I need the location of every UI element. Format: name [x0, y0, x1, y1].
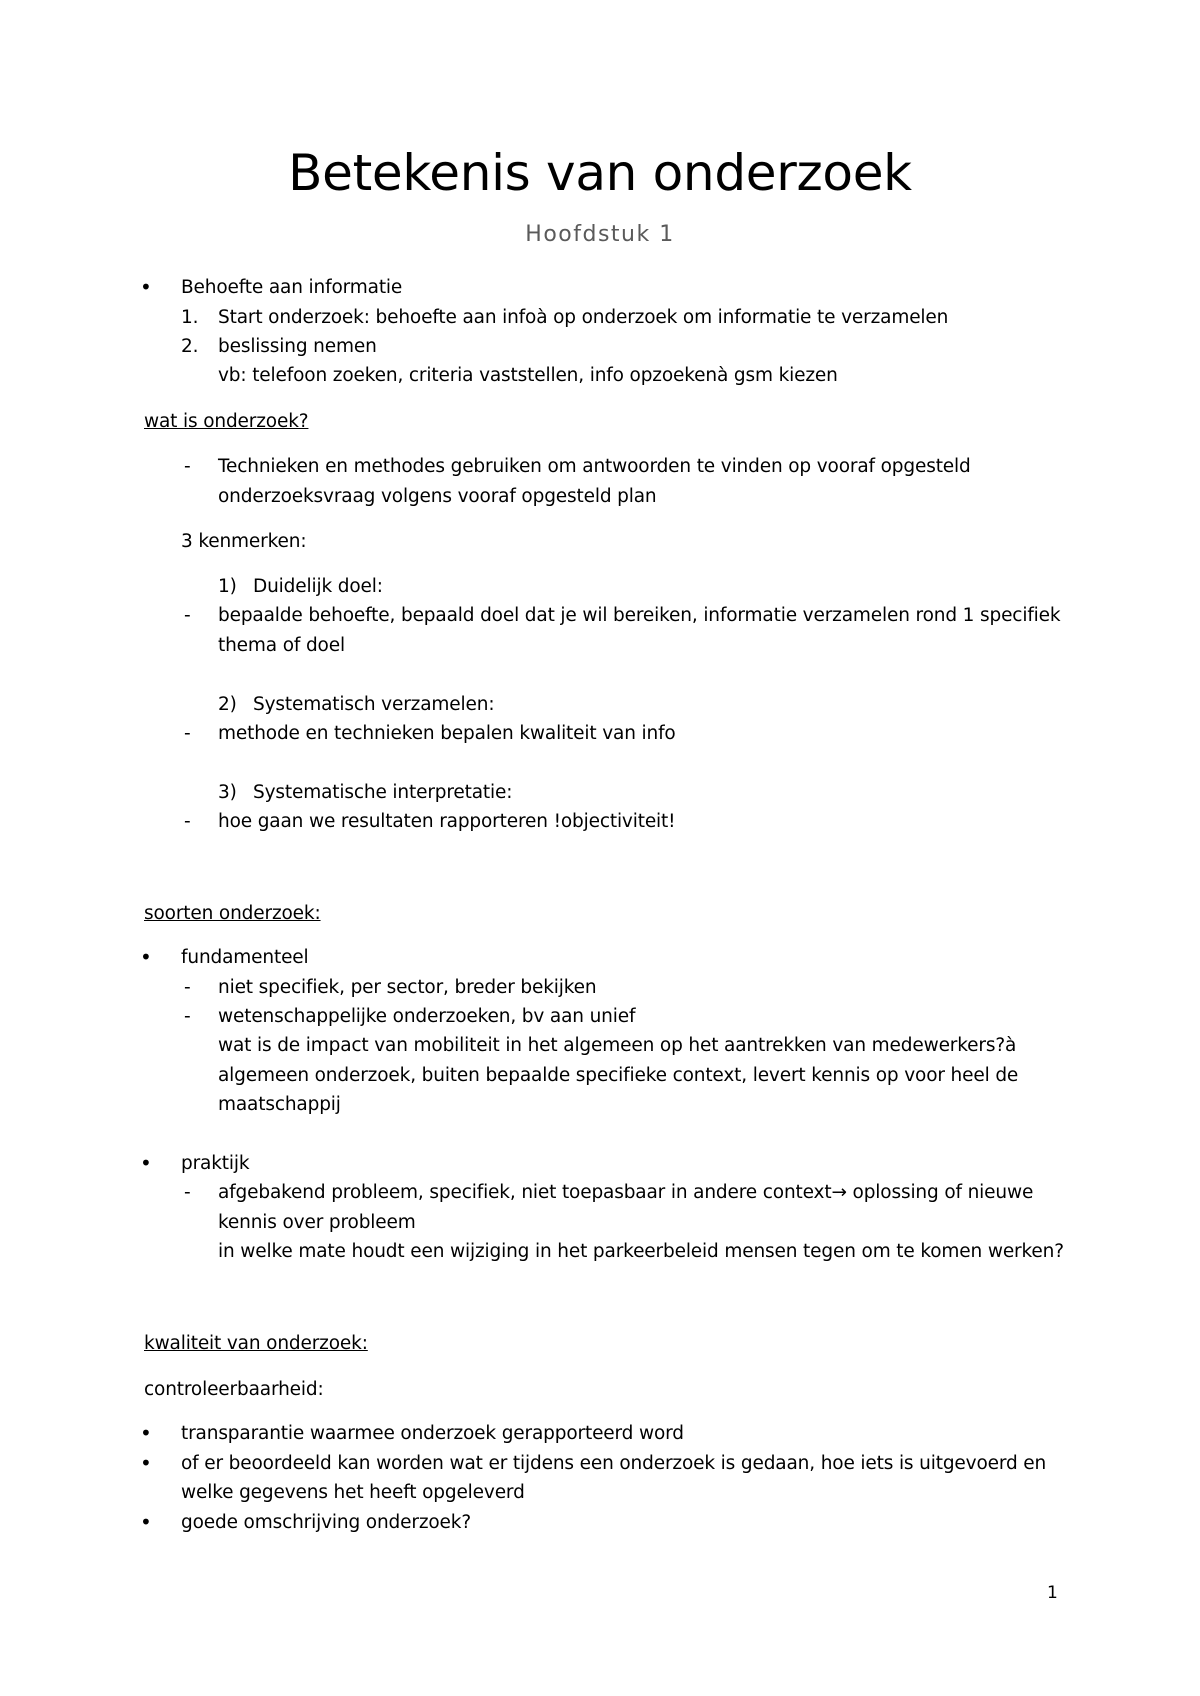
list-item: [218, 1181, 1033, 1205]
arrow-icon: à: [1005, 1035, 1017, 1056]
list-item: maatschappij: [218, 1094, 341, 1115]
bullet-icon: •: [140, 1421, 152, 1445]
section-heading: wat is onderzoek?: [144, 411, 309, 432]
list-item-text: op onderzoek om informatie te verzamelen: [547, 307, 949, 328]
list-item: hoe gaan we resultaten rapporteren !objectiviteit!: [218, 811, 676, 832]
list-item: of er beoordeeld kan worden wat er tijdens een onderzoek is gedaan, hoe iets is uitgevoerd en: [181, 1453, 1047, 1474]
list-item-text: wat is de impact van mobiliteit in het algemeen op het aantrekken van medewerkers?: [218, 1035, 1006, 1056]
list-item: algemeen onderzoek, buiten bepaalde specifieke context, levert kennis op voor heel de: [218, 1065, 1019, 1086]
dash-icon: -: [184, 977, 191, 998]
list-number: 2.: [181, 336, 199, 357]
bullet-icon: •: [140, 1451, 152, 1475]
bullet-icon: •: [140, 945, 152, 969]
list-item-text: vb: telefoon zoeken, criteria vaststellen, info opzoeken: [218, 365, 717, 386]
list-item: Systematische interpretatie:: [253, 782, 513, 803]
dash-icon: -: [184, 605, 191, 626]
bullet-icon: •: [140, 1510, 152, 1534]
dash-icon: -: [184, 1182, 191, 1203]
list-item: [218, 306, 948, 330]
list-item: [218, 364, 838, 388]
dash-icon: -: [184, 723, 191, 744]
list-item: Behoefte aan informatie: [181, 277, 403, 298]
list-item: goede omschrijving onderzoek?: [181, 1512, 472, 1533]
list-number: 2): [218, 694, 237, 715]
list-item-text: Start onderzoek: behoefte aan info: [218, 307, 537, 328]
page-number: 1: [1047, 1583, 1058, 1603]
list-item: in welke mate houdt een wijziging in het parkeerbeleid mensen tegen om te komen werken?: [218, 1241, 1064, 1262]
list-number: 1): [218, 576, 237, 597]
list-item: transparantie waarmee onderzoek gerapporteerd word: [181, 1423, 684, 1444]
page-subtitle: Hoofdstuk 1: [525, 222, 675, 247]
list-item: Duidelijk doel:: [253, 576, 383, 597]
list-item: thema of doel: [218, 635, 345, 656]
arrow-icon: à: [716, 365, 729, 386]
list-item-text: oplossing of nieuwe: [846, 1182, 1034, 1203]
list-item: Technieken en methodes gebruiken om antwoorden te vinden op vooraf opgesteld: [218, 456, 971, 477]
list-item-text: afgebakend probleem, specifiek, niet toepasbaar in andere context: [218, 1182, 832, 1203]
list-item: Systematisch verzamelen:: [253, 694, 495, 715]
subheading: controleerbaarheid:: [144, 1379, 324, 1400]
arrow-icon: à: [536, 307, 548, 328]
subheading: 3 kenmerken:: [181, 531, 307, 552]
list-item: [218, 1034, 1016, 1058]
list-number: 3): [218, 782, 237, 803]
list-item: niet specifiek, per sector, breder bekijken: [218, 977, 597, 998]
list-item: wetenschappelijke onderzoeken, bv aan unief: [218, 1006, 636, 1027]
bullet-icon: •: [140, 1151, 152, 1175]
dash-icon: -: [184, 1006, 191, 1027]
list-item: bepaalde behoefte, bepaald doel dat je wil bereiken, informatie verzamelen rond 1 specifiek: [218, 605, 1061, 626]
list-item: kennis over probleem: [218, 1212, 416, 1233]
list-item: welke gegevens het heeft opgeleverd: [181, 1482, 525, 1503]
section-heading: soorten onderzoek:: [144, 903, 321, 924]
dash-icon: -: [184, 811, 191, 832]
list-item: onderzoeksvraag volgens vooraf opgesteld plan: [218, 486, 657, 507]
list-item-text: gsm kiezen: [728, 365, 838, 386]
list-item: beslissing nemen: [218, 336, 377, 357]
bullet-icon: •: [140, 275, 152, 299]
list-item: methode en technieken bepalen kwaliteit van info: [218, 723, 676, 744]
section-heading: kwaliteit van onderzoek:: [144, 1333, 368, 1354]
dash-icon: -: [184, 456, 191, 477]
list-item: praktijk: [181, 1153, 250, 1174]
list-item: fundamenteel: [181, 947, 309, 968]
list-number: 1.: [181, 307, 199, 328]
page-title: Betekenis van onderzoek: [288, 144, 912, 202]
right-arrow-icon: →: [831, 1182, 847, 1203]
